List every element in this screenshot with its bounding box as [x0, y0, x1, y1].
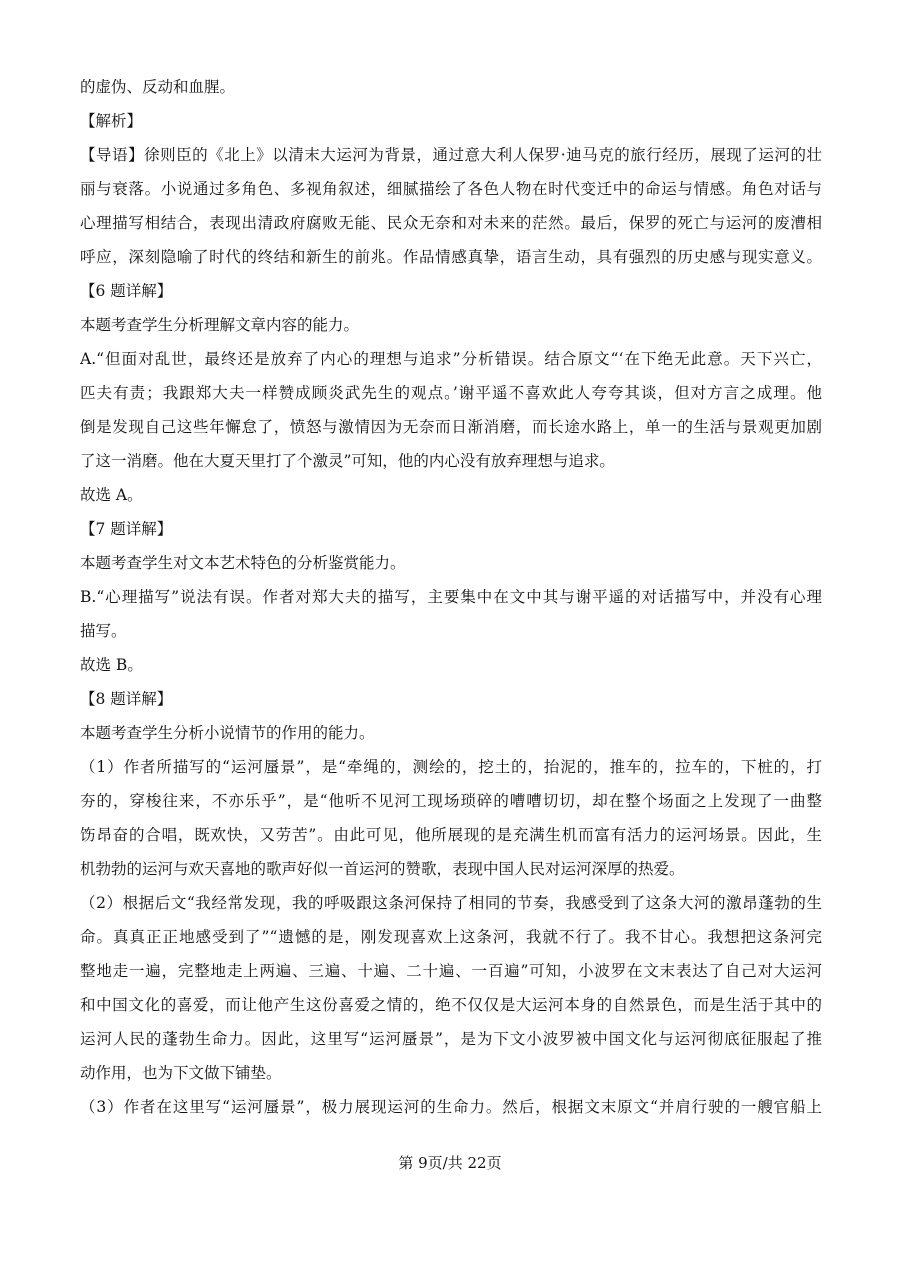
text-line: 丽与衰落。小说通过多角色、多视角叙述，细腻描绘了各色人物在时代变迁中的命运与情感。角色对话与	[80, 180, 822, 198]
text-line: 机勃勃的运河与欢天喜地的歌声好似一首运河的赞歌，表现中国人民对运河深厚的热爱。	[80, 860, 685, 878]
text-line: 本题考查学生分析小说情节的作用的能力。	[80, 724, 375, 742]
text-line: A.“但面对乱世，最终还是放弃了内心的理想与追求”分析错误。结合原文“‘在下绝无此意。天下兴亡，	[80, 350, 822, 368]
text-line: （2）根据后文“我经常发现，我的呼吸跟这条河保持了相同的节奏，我感受到了这条大河的激昂蓬勃的生	[80, 894, 822, 912]
text-line: （3）作者在这里写“运河蜃景”，极力展现运河的生命力。然后，根据文末原文“并肩行驶的一艘官船上	[80, 1098, 822, 1116]
text-line: 本题考查学生分析理解文章内容的能力。	[80, 316, 360, 334]
text-line: 命。真真正正地感受到了”“遗憾的是，刚发现喜欢上这条河，我就不行了。我不甘心。我想把这条河完	[80, 928, 822, 946]
page-footer: 第 9页/共 22页	[398, 1154, 502, 1172]
text-line: 和中国文化的喜爱，而让他产生这份喜爱之情的，绝不仅仅是大运河本身的自然景色，而是生活于其中的	[80, 996, 822, 1014]
text-line: 本题考查学生对文本艺术特色的分析鉴赏能力。	[80, 554, 406, 572]
document-body	[80, 70, 822, 1124]
text-line: 动作用，也为下文做下铺垫。	[80, 1064, 282, 1082]
text-line: （1）作者所描写的“运河蜃景”，是“牵绳的，测绘的，挖土的，抬泥的，推车的，拉车的，下桩的，打	[80, 758, 822, 776]
text-line: 了这一消磨。他在大夏天里打了个激灵”可知，他的内心没有放弃理想与追求。	[80, 452, 615, 470]
text-line: 运河人民的蓬勃生命力。因此，这里写“运河蜃景”，是为下文小波罗被中国文化与运河彻底征服起了推	[80, 1030, 822, 1048]
text-line: 【6 题详解】	[80, 282, 173, 300]
text-line: 【导语】徐则臣的《北上》以清末大运河为背景，通过意大利人保罗·迪马克的旅行经历，展现了运河的壮	[80, 146, 822, 164]
text-line: 【解析】	[80, 112, 143, 130]
text-line: 心理描写相结合，表现出清政府腐败无能、民众无奈和对未来的茫然。最后，保罗的死亡与运河的废漕相	[80, 214, 822, 232]
text-line: 的虚伪、反动和血腥。	[80, 78, 236, 96]
text-line: 匹夫有责；我跟郑大夫一样赞成顾炎武先生的观点。’谢平遥不喜欢此人夸夸其谈，但对方言之成理。他	[80, 384, 822, 402]
text-line: 呼应，深刻隐喻了时代的终结和新生的前兆。作品情感真挚，语言生动，具有强烈的历史感与现实意义。	[80, 248, 822, 266]
text-line: 夯的，穿梭往来，不亦乐乎”，是“他听不见河工现场琐碎的嘈嘈切切，却在整个场面之上发现了一曲整	[80, 792, 822, 810]
text-line: 故选 B。	[80, 656, 143, 674]
text-line: 描写。	[80, 622, 127, 640]
text-line: 【8 题详解】	[80, 690, 173, 708]
text-line: 倒是发现自己这些年懈怠了，愤怒与激情因为无奈而日渐消磨，而长途水路上，单一的生活与景观更加剧	[80, 418, 822, 436]
text-line: B.“心理描写”说法有误。作者对郑大夫的描写，主要集中在文中其与谢平遥的对话描写中，并没有心理	[80, 588, 822, 606]
text-line: 故选 A。	[80, 486, 143, 504]
text-line: 【7 题详解】	[80, 520, 173, 538]
text-line: 整地走一遍，完整地走上两遍、三遍、十遍、二十遍、一百遍”可知，小波罗在文末表达了自己对大运河	[80, 962, 822, 980]
text-line: 饬昂奋的合唱，既欢快，又劳苦”。由此可见，他所展现的是充满生机而富有活力的运河场景。因此，生	[80, 826, 822, 844]
